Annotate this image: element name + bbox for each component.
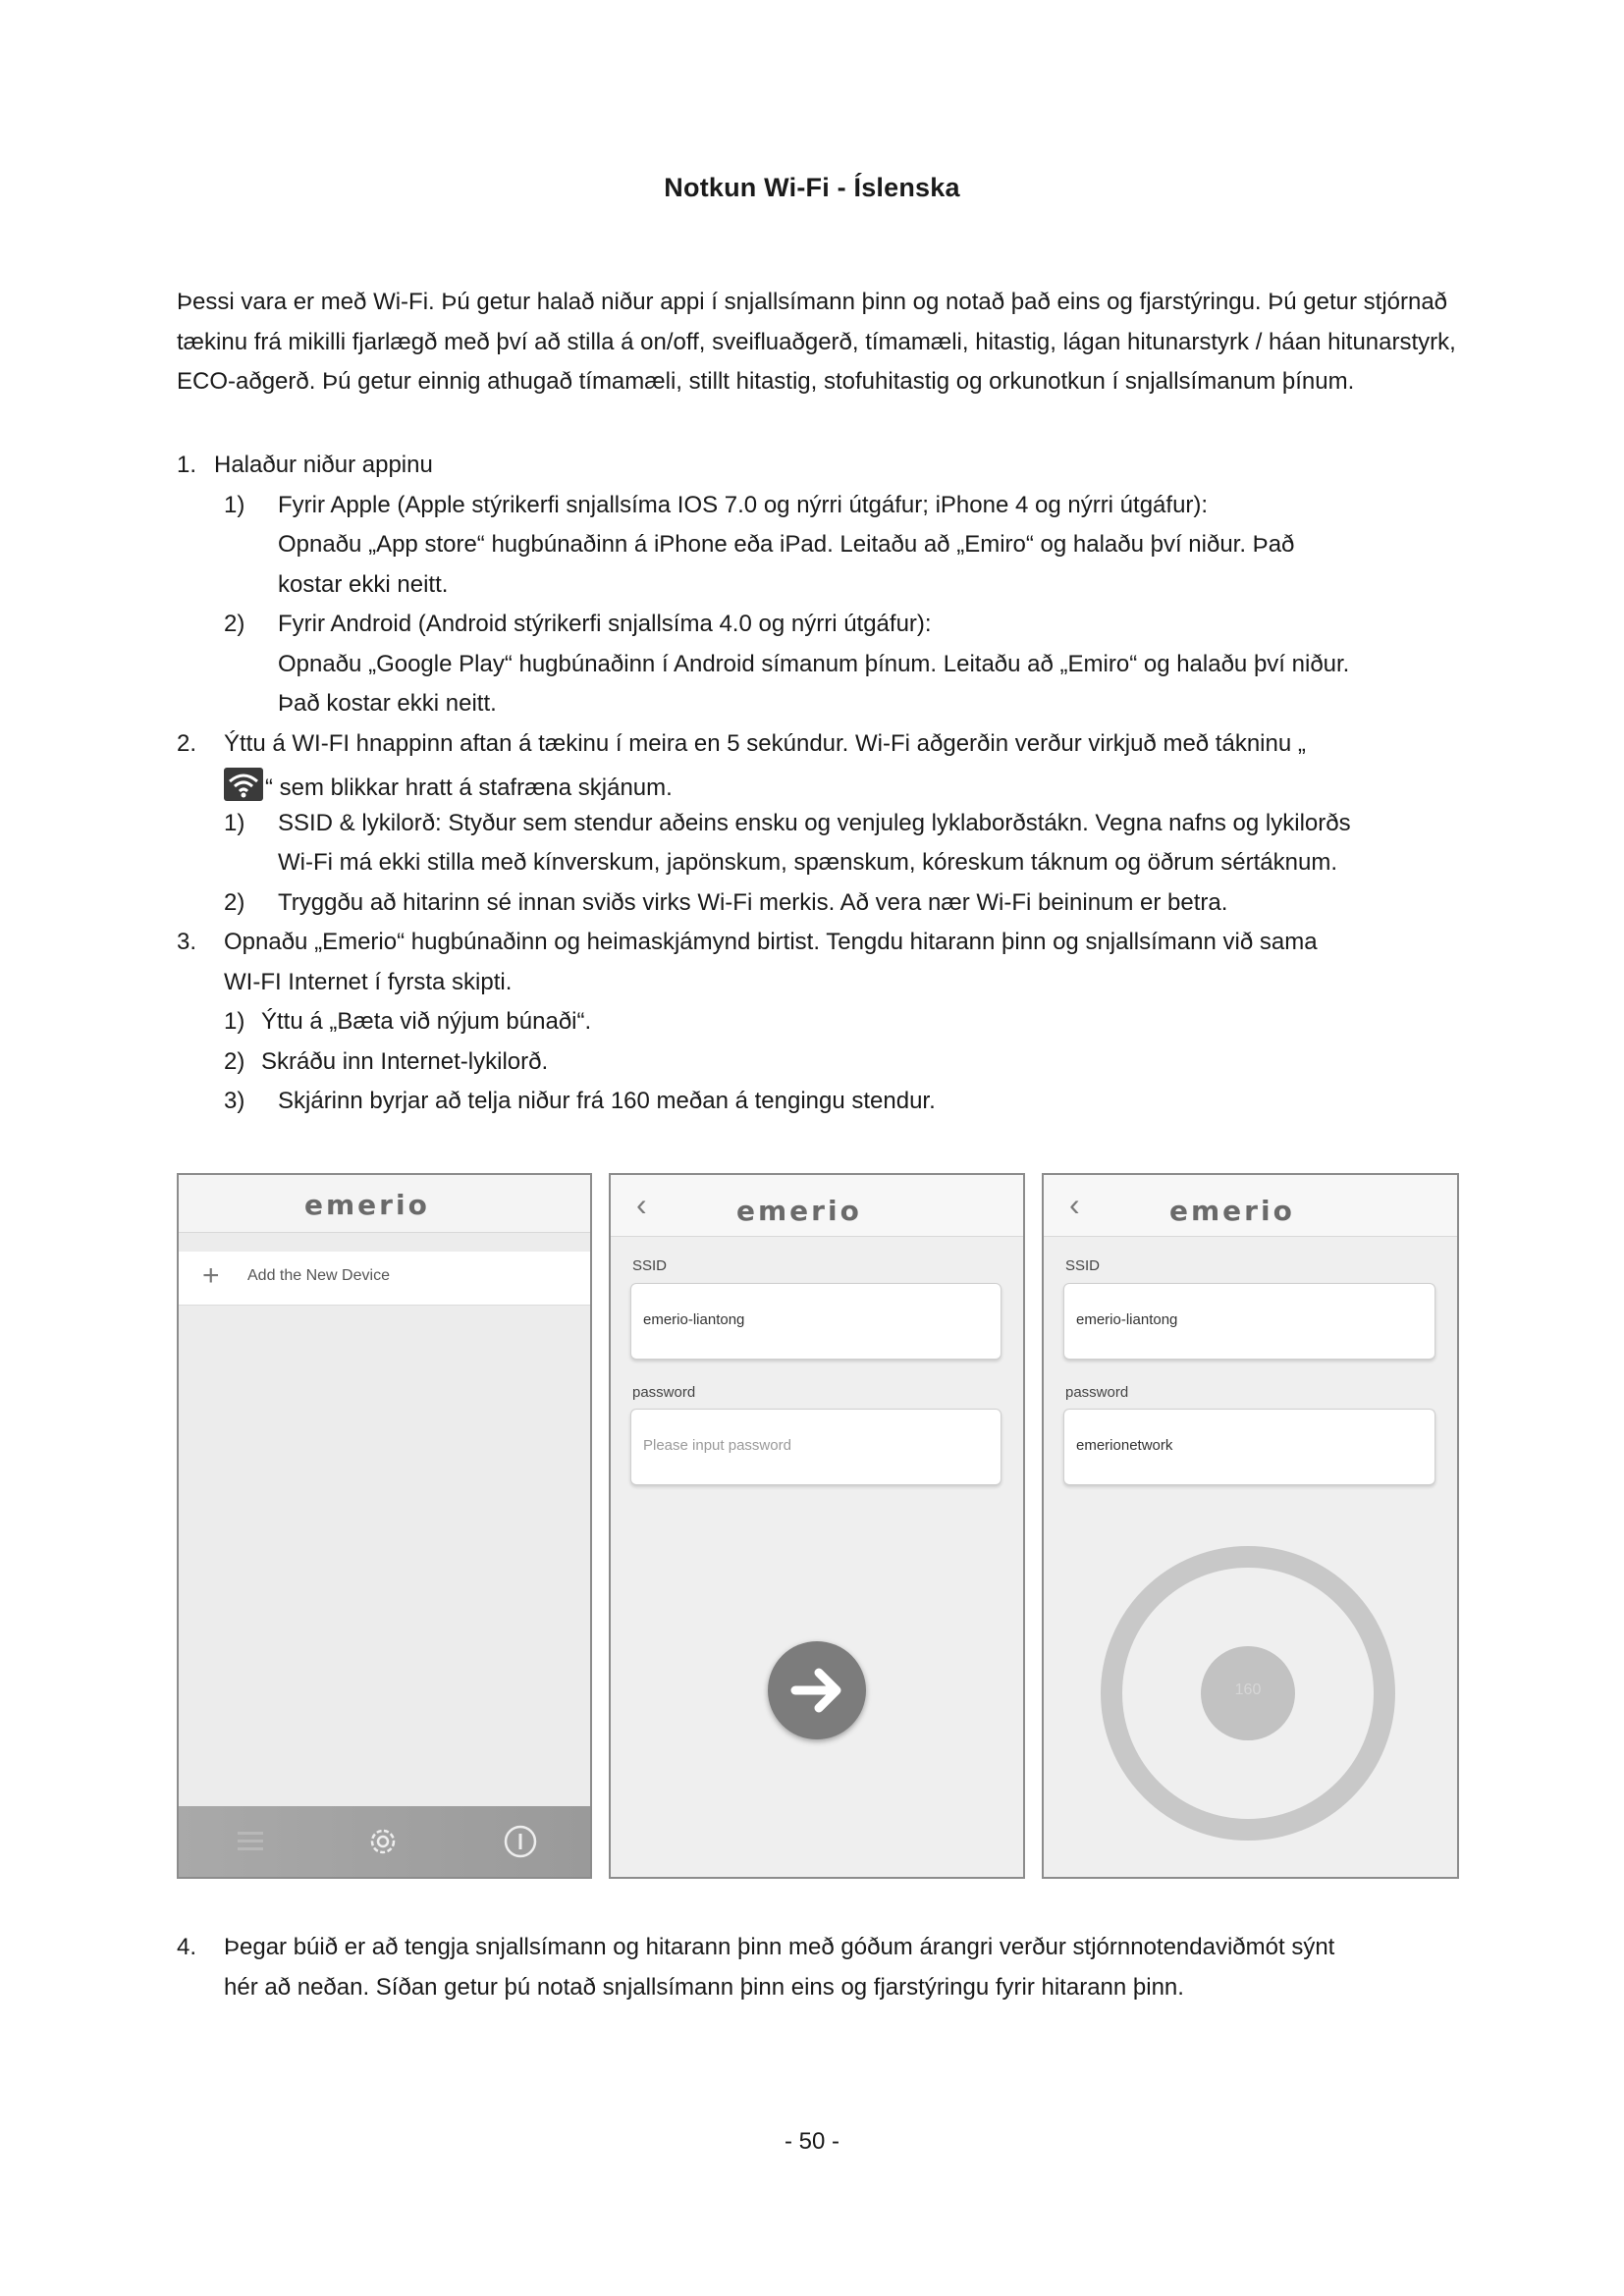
page-title: Notkun Wi-Fi - Íslenska: [664, 173, 960, 202]
app-header: [1044, 1175, 1457, 1237]
back-icon[interactable]: ‹: [1069, 1187, 1080, 1222]
step-2-1-number: 1): [224, 810, 245, 836]
step-2-line-1: Ýttu á WI-FI hnappinn aftan á tækinu í meira en 5 sekúndur. Wi-Fi aðgerðin verður virkjuð með tákninu „: [224, 730, 1306, 757]
menu-icon[interactable]: [238, 1830, 263, 1853]
step-1-2-detail-2: Það kostar ekki neitt.: [278, 690, 497, 717]
step-1-1-detail-2: kostar ekki neitt.: [278, 571, 449, 598]
step-2-2-text: Tryggðu að hitarinn sé innan sviðs virks Wi-Fi merkis. Að vera nær Wi-Fi beininum er betra.: [278, 889, 1228, 916]
password-input[interactable]: [630, 1409, 1001, 1485]
step-4-line-1: Þegar búið er að tengja snjallsímann og hitarann þinn með góðum árangri verður stjórnnotendaviðmót sýnt: [224, 1934, 1335, 1960]
password-label: password: [632, 1384, 696, 1401]
password-input[interactable]: [1063, 1409, 1435, 1485]
ssid-label: SSID: [632, 1257, 668, 1274]
app-header: [611, 1175, 1023, 1237]
step-2-1-line-2: Wi-Fi má ekki stilla með kínverskum, japönskum, spænskum, kóreskum táknum og öðrum sértáknum.: [278, 849, 1338, 876]
wifi-icon: [224, 768, 263, 801]
step-1-1-number: 1): [224, 492, 245, 518]
step-3-1-text: Ýttu á „Bæta við nýjum búnaði“.: [261, 1008, 592, 1035]
step-2-1-line-1: SSID & lykilorð: Styður sem stendur aðeins ensku og venjuleg lyklaborðstákn. Vegna nafns og lykilorðs: [278, 810, 1351, 836]
step-3-3-text: Skjárinn byrjar að telja niður frá 160 meðan á tengingu stendur.: [278, 1088, 936, 1114]
back-icon[interactable]: ‹: [636, 1187, 647, 1222]
step-4-number: 4.: [177, 1934, 197, 1960]
gear-icon[interactable]: [365, 1824, 401, 1859]
countdown-value: 160: [1234, 1682, 1262, 1698]
info-icon[interactable]: [503, 1824, 538, 1859]
step-1-number: 1.: [177, 452, 197, 478]
step-2-number: 2.: [177, 730, 197, 757]
add-device-button[interactable]: [179, 1252, 590, 1306]
step-3-3-number: 3): [224, 1088, 245, 1114]
step-3-2-number: 2): [224, 1048, 245, 1075]
step-1-1-detail-1: Opnaðu „App store“ hugbúnaðinn á iPhone eða iPad. Leitaðu að „Emiro“ og halaðu því niður. Það: [278, 531, 1295, 558]
step-3-number: 3.: [177, 929, 197, 955]
intro-paragraph: Þessi vara er með Wi-Fi. Þú getur halað niður appi í snjallsímann þinn og notað það eins og fjarstýringu. Þú getur stjórnað tækinu frá mikilli fjarlægð með því að stilla á on/off, sveifluaðgerð, tímamæli, hitastig, lágan hitunarstyrk / háan hitunarstyrk, ECO-aðgerð. Þú getur einnig athugað tímamæli, stillt hitastig, stofuhitastig og orkunotkun í snjallsímanum þínum.: [177, 289, 1456, 395]
ssid-input[interactable]: [1063, 1283, 1435, 1360]
bottom-toolbar: [179, 1806, 590, 1877]
emerio-logo: emerio: [736, 1195, 862, 1227]
phone-screen-password: [609, 1173, 1025, 1879]
step-1-2-number: 2): [224, 611, 245, 637]
step-3-line-1: Opnaðu „Emerio“ hugbúnaðinn og heimaskjámynd birtist. Tengdu hitarann þinn og snjallsímann við sama: [224, 929, 1318, 955]
password-placeholder: Please input password: [643, 1437, 791, 1454]
step-3-line-2: WI-FI Internet í fyrsta skipti.: [224, 969, 513, 995]
step-1-2-text: Fyrir Android (Android stýrikerfi snjallsíma 4.0 og nýrri útgáfur):: [278, 611, 932, 637]
app-header: [179, 1175, 590, 1233]
step-4-line-2: hér að neðan. Síðan getur þú notað snjallsímann þinn eins og fjarstýringu fyrir hitarann þinn.: [224, 1974, 1184, 2001]
step-1-text: Halaður niður appinu: [214, 452, 433, 478]
ssid-input[interactable]: [630, 1283, 1001, 1360]
page-number: - 50 -: [784, 2128, 839, 2155]
ssid-value: emerio-liantong: [643, 1311, 745, 1328]
add-device-label: Add the New Device: [247, 1267, 390, 1284]
emerio-logo: emerio: [1169, 1195, 1295, 1227]
plus-icon: +: [202, 1259, 220, 1292]
arrow-right-icon: [768, 1641, 866, 1739]
ssid-label: SSID: [1065, 1257, 1101, 1274]
password-label: password: [1065, 1384, 1129, 1401]
step-2-2-number: 2): [224, 889, 245, 916]
step-1-1-text: Fyrir Apple (Apple stýrikerfi snjallsíma IOS 7.0 og nýrri útgáfur; iPhone 4 og nýrri útgáfur):: [278, 492, 1209, 518]
step-1-2-detail-1: Opnaðu „Google Play“ hugbúnaðinn í Android símanum þínum. Leitaðu að „Emiro“ og halaðu því niður.: [278, 651, 1350, 677]
next-button[interactable]: [768, 1641, 866, 1739]
countdown-display: [1201, 1646, 1295, 1740]
step-2-line-2-wrap: [224, 768, 673, 804]
phone-screen-connecting: [1042, 1173, 1459, 1879]
phone-screen-home: [177, 1173, 592, 1879]
password-value: emerionetwork: [1076, 1437, 1173, 1454]
step-3-1-number: 1): [224, 1008, 245, 1035]
step-3-2-text: Skráðu inn Internet-lykilorð.: [261, 1048, 549, 1075]
emerio-logo: emerio: [304, 1189, 430, 1221]
ssid-value: emerio-liantong: [1076, 1311, 1178, 1328]
step-2-line-2: “ sem blikkar hratt á stafræna skjánum.: [265, 774, 673, 801]
